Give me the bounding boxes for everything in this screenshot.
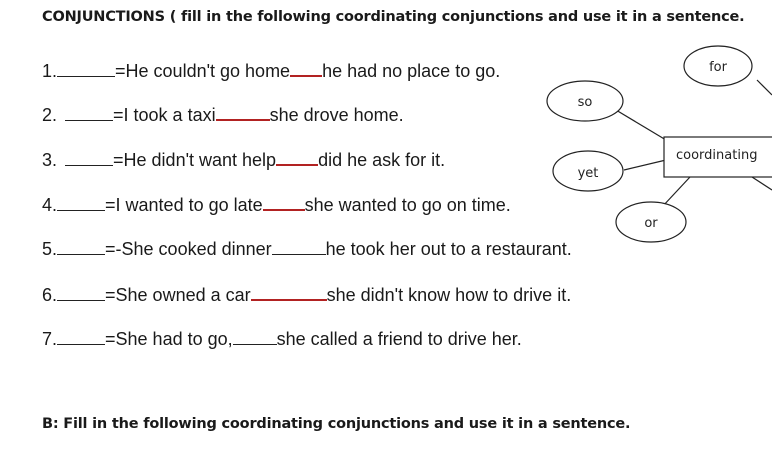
connector-line: [624, 160, 666, 170]
sentence-part-2: she called a friend to drive her.: [276, 329, 522, 349]
item-number: 7.: [42, 329, 58, 349]
sentence-part-1: She owned a car: [115, 285, 251, 305]
node-for-label: for: [709, 60, 727, 75]
sentence-part-2: did he ask for it.: [318, 150, 446, 170]
connector-line: [752, 177, 772, 190]
item-number: 6.: [42, 285, 58, 305]
node-yet-label: yet: [577, 166, 599, 181]
sentence-part-2: he took her out to a restaurant.: [325, 239, 572, 259]
sentence-part-1: She had to go,: [115, 329, 233, 349]
item-number: 3.: [42, 150, 58, 170]
item-equals: =: [105, 329, 116, 349]
connector-line: [662, 177, 690, 207]
connector-line: [757, 80, 772, 95]
sentence-part-2: he had no place to go.: [322, 61, 501, 81]
sentence-part-1: He couldn't go home: [125, 61, 291, 81]
item-equals: =: [105, 285, 116, 305]
sentence-part-2: she wanted to go on time.: [304, 195, 511, 215]
section-b-instruction: B: Fill in the following coordinating conjunctions and use it in a sentence.: [42, 416, 631, 432]
worksheet-title: CONJUNCTIONS ( fill in the following coordinating conjunctions and use it in a sentence.: [42, 9, 745, 25]
item-equals: =: [115, 61, 126, 81]
sentence-part-1: She cooked dinner: [121, 239, 272, 259]
node-or-label: or: [644, 216, 658, 231]
center-node-label: coordinating: [676, 148, 758, 163]
item-equals: =: [105, 195, 116, 215]
item-number: 2.: [42, 105, 58, 125]
item-equals: =: [113, 105, 124, 125]
sentence-part-2: she didn't know how to drive it.: [326, 285, 572, 305]
item-equals: =: [113, 150, 124, 170]
item-number: 4.: [42, 195, 58, 215]
connector-line: [616, 110, 666, 140]
node-so-label: so: [577, 95, 593, 110]
sentence-part-1: I wanted to go late: [115, 195, 263, 215]
sentence-part-2: she drove home.: [269, 105, 404, 125]
sentence-part-1: I took a taxi: [123, 105, 216, 125]
item-equals: =-: [105, 239, 122, 259]
item-number: 1.: [42, 61, 58, 81]
sentence-part-1: He didn't want help: [123, 150, 277, 170]
item-number: 5.: [42, 239, 58, 259]
